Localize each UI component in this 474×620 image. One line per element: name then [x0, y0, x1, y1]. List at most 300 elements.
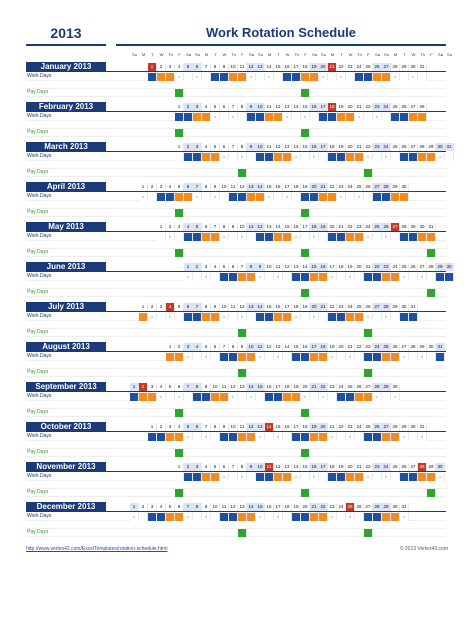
- date-cell[interactable]: 30: [391, 503, 400, 511]
- pay-day-cell[interactable]: [175, 129, 184, 137]
- work-day-cell[interactable]: [409, 153, 418, 161]
- date-cell[interactable]: 28: [418, 463, 427, 471]
- work-day-cell[interactable]: [355, 473, 364, 481]
- date-cell[interactable]: 15: [265, 183, 274, 191]
- work-day-cell[interactable]: x: [391, 393, 400, 401]
- work-day-cell[interactable]: [211, 393, 220, 401]
- work-day-cell[interactable]: [292, 393, 301, 401]
- date-cell[interactable]: 13: [238, 383, 247, 391]
- work-day-cell[interactable]: x: [202, 513, 211, 521]
- date-cell[interactable]: 24: [364, 223, 373, 231]
- date-cell[interactable]: 17: [283, 303, 292, 311]
- date-cell[interactable]: 7: [184, 383, 193, 391]
- work-day-cell[interactable]: [319, 193, 328, 201]
- pay-day-cell[interactable]: [238, 329, 247, 337]
- work-day-cell[interactable]: [238, 433, 247, 441]
- work-day-cell[interactable]: [346, 393, 355, 401]
- date-cell[interactable]: 18: [319, 343, 328, 351]
- date-cell[interactable]: 19: [301, 183, 310, 191]
- pay-day-cell[interactable]: [238, 529, 247, 537]
- work-day-cell[interactable]: x: [337, 193, 346, 201]
- date-cell[interactable]: 3: [175, 223, 184, 231]
- date-cell[interactable]: 1: [148, 63, 157, 71]
- date-cell[interactable]: 13: [283, 463, 292, 471]
- work-day-cell[interactable]: [409, 313, 418, 321]
- date-cell[interactable]: 7: [193, 303, 202, 311]
- work-day-cell[interactable]: x: [418, 273, 427, 281]
- date-cell[interactable]: 9: [247, 463, 256, 471]
- date-cell[interactable]: 16: [310, 143, 319, 151]
- work-day-cell[interactable]: [238, 273, 247, 281]
- date-cell[interactable]: 17: [283, 183, 292, 191]
- date-cell[interactable]: 5: [220, 263, 229, 271]
- date-cell[interactable]: 1: [130, 383, 139, 391]
- work-day-cell[interactable]: [319, 353, 328, 361]
- work-day-cell[interactable]: [400, 313, 409, 321]
- date-cell[interactable]: 9: [229, 223, 238, 231]
- date-cell[interactable]: 30: [400, 303, 409, 311]
- work-day-cell[interactable]: x: [265, 73, 274, 81]
- work-day-cell[interactable]: [391, 153, 400, 161]
- work-day-cell[interactable]: [220, 73, 229, 81]
- date-cell[interactable]: 18: [328, 143, 337, 151]
- date-cell[interactable]: 4: [184, 223, 193, 231]
- date-cell[interactable]: 29: [427, 143, 436, 151]
- date-cell[interactable]: 2: [148, 183, 157, 191]
- work-day-cell[interactable]: [265, 473, 274, 481]
- work-day-cell[interactable]: [265, 113, 274, 121]
- work-day-cell[interactable]: [319, 153, 328, 161]
- date-cell[interactable]: 26: [364, 183, 373, 191]
- date-cell[interactable]: 17: [310, 343, 319, 351]
- date-cell[interactable]: 3: [193, 143, 202, 151]
- work-day-cell[interactable]: x: [238, 313, 247, 321]
- work-day-cell[interactable]: [301, 273, 310, 281]
- work-day-cell[interactable]: [148, 433, 157, 441]
- date-cell[interactable]: 17: [292, 423, 301, 431]
- date-cell[interactable]: 24: [373, 343, 382, 351]
- work-day-cell[interactable]: x: [436, 153, 445, 161]
- date-cell[interactable]: 5: [211, 103, 220, 111]
- work-day-cell[interactable]: [391, 473, 400, 481]
- work-day-cell[interactable]: [265, 433, 274, 441]
- date-cell[interactable]: 12: [238, 303, 247, 311]
- work-day-cell[interactable]: [238, 353, 247, 361]
- work-day-cell[interactable]: [328, 313, 337, 321]
- work-day-cell[interactable]: x: [256, 353, 265, 361]
- date-cell[interactable]: 20: [346, 103, 355, 111]
- work-day-cell[interactable]: x: [220, 153, 229, 161]
- work-day-cell[interactable]: [229, 273, 238, 281]
- work-day-cell[interactable]: [184, 393, 193, 401]
- work-day-cell[interactable]: [265, 513, 274, 521]
- work-day-cell[interactable]: [346, 113, 355, 121]
- work-day-cell[interactable]: x: [418, 353, 427, 361]
- work-day-cell[interactable]: [256, 113, 265, 121]
- date-cell[interactable]: 23: [328, 503, 337, 511]
- work-day-cell[interactable]: x: [346, 273, 355, 281]
- date-cell[interactable]: 25: [391, 143, 400, 151]
- work-day-cell[interactable]: [193, 513, 202, 521]
- date-cell[interactable]: 12: [283, 263, 292, 271]
- work-day-cell[interactable]: [337, 473, 346, 481]
- work-day-cell[interactable]: [364, 513, 373, 521]
- work-day-cell[interactable]: [328, 193, 337, 201]
- date-cell[interactable]: 20: [310, 183, 319, 191]
- work-day-cell[interactable]: [346, 153, 355, 161]
- date-cell[interactable]: 16: [310, 103, 319, 111]
- work-day-cell[interactable]: [436, 273, 445, 281]
- date-cell[interactable]: 31: [418, 423, 427, 431]
- work-day-cell[interactable]: x: [256, 433, 265, 441]
- date-cell[interactable]: 22: [337, 423, 346, 431]
- date-cell[interactable]: 19: [337, 143, 346, 151]
- work-day-cell[interactable]: [337, 113, 346, 121]
- work-day-cell[interactable]: x: [319, 393, 328, 401]
- date-cell[interactable]: 31: [418, 63, 427, 71]
- date-cell[interactable]: 4: [166, 183, 175, 191]
- date-cell[interactable]: 21: [319, 303, 328, 311]
- work-day-cell[interactable]: x: [337, 73, 346, 81]
- work-day-cell[interactable]: [229, 73, 238, 81]
- date-cell[interactable]: 10: [247, 343, 256, 351]
- date-cell[interactable]: 18: [328, 463, 337, 471]
- work-day-cell[interactable]: [274, 313, 283, 321]
- date-cell[interactable]: 29: [436, 263, 445, 271]
- work-day-cell[interactable]: [373, 473, 382, 481]
- date-cell[interactable]: 16: [283, 423, 292, 431]
- date-cell[interactable]: 7: [193, 183, 202, 191]
- work-day-cell[interactable]: [166, 433, 175, 441]
- date-cell[interactable]: 12: [238, 183, 247, 191]
- work-day-cell[interactable]: [175, 513, 184, 521]
- date-cell[interactable]: 7: [229, 143, 238, 151]
- work-day-cell[interactable]: x: [175, 73, 184, 81]
- work-day-cell[interactable]: x: [256, 513, 265, 521]
- work-day-cell[interactable]: [346, 73, 355, 81]
- work-day-cell[interactable]: [283, 513, 292, 521]
- date-cell[interactable]: 21: [355, 143, 364, 151]
- date-cell[interactable]: 1: [175, 463, 184, 471]
- work-day-cell[interactable]: [409, 273, 418, 281]
- work-day-cell[interactable]: x: [247, 73, 256, 81]
- work-day-cell[interactable]: [400, 473, 409, 481]
- work-day-cell[interactable]: [166, 393, 175, 401]
- date-cell[interactable]: 13: [247, 183, 256, 191]
- date-cell[interactable]: 8: [193, 503, 202, 511]
- work-day-cell[interactable]: x: [130, 513, 139, 521]
- work-day-cell[interactable]: [265, 273, 274, 281]
- date-cell[interactable]: 23: [346, 423, 355, 431]
- work-day-cell[interactable]: [301, 433, 310, 441]
- date-cell[interactable]: 13: [292, 263, 301, 271]
- date-cell[interactable]: 14: [292, 143, 301, 151]
- work-day-cell[interactable]: [301, 313, 310, 321]
- date-cell[interactable]: 6: [202, 223, 211, 231]
- work-day-cell[interactable]: [292, 353, 301, 361]
- work-day-cell[interactable]: [202, 193, 211, 201]
- date-cell[interactable]: 10: [256, 103, 265, 111]
- date-cell[interactable]: 6: [184, 303, 193, 311]
- work-day-cell[interactable]: [373, 193, 382, 201]
- work-day-cell[interactable]: [193, 233, 202, 241]
- work-day-cell[interactable]: [274, 153, 283, 161]
- date-cell[interactable]: 29: [409, 223, 418, 231]
- work-day-cell[interactable]: [220, 193, 229, 201]
- date-cell[interactable]: 6: [229, 263, 238, 271]
- work-day-cell[interactable]: [148, 193, 157, 201]
- work-day-cell[interactable]: x: [382, 153, 391, 161]
- date-cell[interactable]: 10: [238, 223, 247, 231]
- date-cell[interactable]: 22: [355, 343, 364, 351]
- date-cell[interactable]: 12: [274, 143, 283, 151]
- work-day-cell[interactable]: [184, 113, 193, 121]
- date-cell[interactable]: 4: [166, 303, 175, 311]
- work-day-cell[interactable]: [193, 473, 202, 481]
- work-day-cell[interactable]: [256, 153, 265, 161]
- date-cell[interactable]: 11: [238, 423, 247, 431]
- date-cell[interactable]: 31: [436, 343, 445, 351]
- work-day-cell[interactable]: x: [175, 393, 184, 401]
- work-day-cell[interactable]: x: [319, 73, 328, 81]
- work-day-cell[interactable]: [427, 153, 436, 161]
- date-cell[interactable]: 22: [346, 223, 355, 231]
- date-cell[interactable]: 28: [400, 223, 409, 231]
- date-cell[interactable]: 6: [184, 183, 193, 191]
- work-day-cell[interactable]: [193, 313, 202, 321]
- date-cell[interactable]: 27: [364, 383, 373, 391]
- date-cell[interactable]: 24: [391, 263, 400, 271]
- date-cell[interactable]: 19: [292, 383, 301, 391]
- pay-day-cell[interactable]: [427, 489, 436, 497]
- date-cell[interactable]: 2: [157, 423, 166, 431]
- work-day-cell[interactable]: x: [328, 353, 337, 361]
- work-day-cell[interactable]: [211, 473, 220, 481]
- work-day-cell[interactable]: x: [373, 393, 382, 401]
- work-day-cell[interactable]: x: [382, 473, 391, 481]
- work-day-cell[interactable]: [373, 233, 382, 241]
- work-day-cell[interactable]: [220, 513, 229, 521]
- work-day-cell[interactable]: x: [220, 313, 229, 321]
- date-cell[interactable]: 6: [220, 103, 229, 111]
- date-cell[interactable]: 2: [139, 383, 148, 391]
- work-day-cell[interactable]: [337, 233, 346, 241]
- date-cell[interactable]: 15: [283, 223, 292, 231]
- date-cell[interactable]: 30: [427, 343, 436, 351]
- work-day-cell[interactable]: [301, 153, 310, 161]
- date-cell[interactable]: 26: [355, 383, 364, 391]
- work-day-cell[interactable]: [256, 393, 265, 401]
- date-cell[interactable]: 19: [337, 103, 346, 111]
- work-day-cell[interactable]: [211, 513, 220, 521]
- work-day-cell[interactable]: [184, 193, 193, 201]
- work-day-cell[interactable]: [274, 73, 283, 81]
- date-cell[interactable]: 17: [328, 263, 337, 271]
- work-day-cell[interactable]: [211, 273, 220, 281]
- date-cell[interactable]: 27: [409, 103, 418, 111]
- work-day-cell[interactable]: [391, 353, 400, 361]
- date-cell[interactable]: 30: [391, 383, 400, 391]
- date-cell[interactable]: 25: [364, 63, 373, 71]
- date-cell[interactable]: 5: [184, 423, 193, 431]
- date-cell[interactable]: 6: [220, 143, 229, 151]
- work-day-cell[interactable]: x: [310, 233, 319, 241]
- date-cell[interactable]: 27: [409, 463, 418, 471]
- date-cell[interactable]: 31: [409, 303, 418, 311]
- work-day-cell[interactable]: [310, 433, 319, 441]
- work-day-cell[interactable]: x: [346, 433, 355, 441]
- work-day-cell[interactable]: x: [265, 193, 274, 201]
- work-day-cell[interactable]: [274, 193, 283, 201]
- work-day-cell[interactable]: [319, 233, 328, 241]
- date-cell[interactable]: 20: [319, 63, 328, 71]
- work-day-cell[interactable]: x: [400, 353, 409, 361]
- work-day-cell[interactable]: [139, 513, 148, 521]
- work-day-cell[interactable]: [301, 513, 310, 521]
- date-cell[interactable]: 24: [382, 103, 391, 111]
- date-cell[interactable]: 14: [283, 343, 292, 351]
- date-cell[interactable]: 3: [166, 63, 175, 71]
- work-day-cell[interactable]: [337, 353, 346, 361]
- work-day-cell[interactable]: [238, 193, 247, 201]
- pay-day-cell[interactable]: [301, 409, 310, 417]
- work-day-cell[interactable]: [157, 433, 166, 441]
- work-day-cell[interactable]: x: [193, 193, 202, 201]
- work-day-cell[interactable]: [355, 273, 364, 281]
- work-day-cell[interactable]: [319, 113, 328, 121]
- work-day-cell[interactable]: [337, 153, 346, 161]
- work-day-cell[interactable]: [193, 393, 202, 401]
- date-cell[interactable]: 15: [301, 463, 310, 471]
- date-cell[interactable]: 26: [355, 503, 364, 511]
- date-cell[interactable]: 8: [238, 463, 247, 471]
- date-cell[interactable]: 11: [238, 63, 247, 71]
- date-cell[interactable]: 27: [418, 263, 427, 271]
- work-day-cell[interactable]: [283, 433, 292, 441]
- date-cell[interactable]: 6: [175, 383, 184, 391]
- work-day-cell[interactable]: [130, 393, 139, 401]
- date-cell[interactable]: 15: [256, 383, 265, 391]
- date-cell[interactable]: 10: [256, 143, 265, 151]
- date-cell[interactable]: 24: [382, 463, 391, 471]
- work-day-cell[interactable]: [202, 313, 211, 321]
- work-day-cell[interactable]: [238, 393, 247, 401]
- date-cell[interactable]: 28: [409, 343, 418, 351]
- date-cell[interactable]: 9: [211, 183, 220, 191]
- date-cell[interactable]: 1: [148, 423, 157, 431]
- date-cell[interactable]: 1: [157, 223, 166, 231]
- date-cell[interactable]: 17: [274, 503, 283, 511]
- date-cell[interactable]: 21: [319, 183, 328, 191]
- work-day-cell[interactable]: [238, 113, 247, 121]
- date-cell[interactable]: 24: [355, 63, 364, 71]
- date-cell[interactable]: 30: [409, 63, 418, 71]
- date-cell[interactable]: 26: [400, 143, 409, 151]
- work-day-cell[interactable]: x: [292, 233, 301, 241]
- work-day-cell[interactable]: [373, 353, 382, 361]
- date-cell[interactable]: 31: [400, 503, 409, 511]
- date-cell[interactable]: 25: [355, 303, 364, 311]
- work-day-cell[interactable]: [382, 433, 391, 441]
- work-day-cell[interactable]: [418, 73, 427, 81]
- date-cell[interactable]: 14: [265, 63, 274, 71]
- work-day-cell[interactable]: [274, 473, 283, 481]
- date-cell[interactable]: 17: [319, 143, 328, 151]
- work-day-cell[interactable]: [256, 313, 265, 321]
- work-day-cell[interactable]: [319, 273, 328, 281]
- work-day-cell[interactable]: x: [310, 313, 319, 321]
- date-cell[interactable]: 13: [247, 303, 256, 311]
- work-day-cell[interactable]: [373, 273, 382, 281]
- work-day-cell[interactable]: x: [238, 233, 247, 241]
- work-day-cell[interactable]: [346, 313, 355, 321]
- date-cell[interactable]: 2: [184, 463, 193, 471]
- date-cell[interactable]: 17: [301, 223, 310, 231]
- date-cell[interactable]: 15: [256, 503, 265, 511]
- date-cell[interactable]: 20: [346, 143, 355, 151]
- date-cell[interactable]: 19: [328, 343, 337, 351]
- work-day-cell[interactable]: [220, 393, 229, 401]
- pay-day-cell[interactable]: [175, 409, 184, 417]
- date-cell[interactable]: 23: [355, 223, 364, 231]
- work-day-cell[interactable]: [364, 433, 373, 441]
- date-cell[interactable]: 23: [373, 103, 382, 111]
- work-day-cell[interactable]: [283, 313, 292, 321]
- work-day-cell[interactable]: [310, 73, 319, 81]
- date-cell[interactable]: 13: [274, 343, 283, 351]
- work-day-cell[interactable]: [220, 273, 229, 281]
- work-day-cell[interactable]: [184, 313, 193, 321]
- work-day-cell[interactable]: x: [355, 193, 364, 201]
- work-day-cell[interactable]: x: [247, 393, 256, 401]
- work-day-cell[interactable]: [391, 513, 400, 521]
- date-cell[interactable]: 18: [301, 63, 310, 71]
- date-cell[interactable]: 18: [301, 423, 310, 431]
- date-cell[interactable]: 12: [229, 383, 238, 391]
- date-cell[interactable]: 9: [211, 303, 220, 311]
- date-cell[interactable]: 5: [211, 463, 220, 471]
- work-day-cell[interactable]: [319, 513, 328, 521]
- work-day-cell[interactable]: x: [328, 273, 337, 281]
- date-cell[interactable]: 26: [400, 463, 409, 471]
- work-day-cell[interactable]: x: [436, 473, 445, 481]
- date-cell[interactable]: 11: [229, 183, 238, 191]
- pay-day-cell[interactable]: [427, 249, 436, 257]
- date-cell[interactable]: 14: [256, 303, 265, 311]
- date-cell[interactable]: 23: [328, 383, 337, 391]
- date-cell[interactable]: 11: [220, 383, 229, 391]
- date-cell[interactable]: 15: [265, 303, 274, 311]
- work-day-cell[interactable]: [409, 233, 418, 241]
- date-cell[interactable]: 30: [436, 143, 445, 151]
- date-cell[interactable]: 18: [283, 503, 292, 511]
- work-day-cell[interactable]: [355, 73, 364, 81]
- date-cell[interactable]: 19: [301, 303, 310, 311]
- work-day-cell[interactable]: x: [184, 433, 193, 441]
- work-day-cell[interactable]: x: [211, 193, 220, 201]
- date-cell[interactable]: 27: [400, 343, 409, 351]
- work-day-cell[interactable]: [337, 393, 346, 401]
- work-day-cell[interactable]: [337, 433, 346, 441]
- date-cell[interactable]: 12: [274, 103, 283, 111]
- work-day-cell[interactable]: x: [364, 473, 373, 481]
- date-cell[interactable]: 18: [337, 263, 346, 271]
- work-day-cell[interactable]: [202, 233, 211, 241]
- work-day-cell[interactable]: [373, 513, 382, 521]
- work-day-cell[interactable]: [220, 353, 229, 361]
- work-day-cell[interactable]: [328, 393, 337, 401]
- date-cell[interactable]: 9: [220, 63, 229, 71]
